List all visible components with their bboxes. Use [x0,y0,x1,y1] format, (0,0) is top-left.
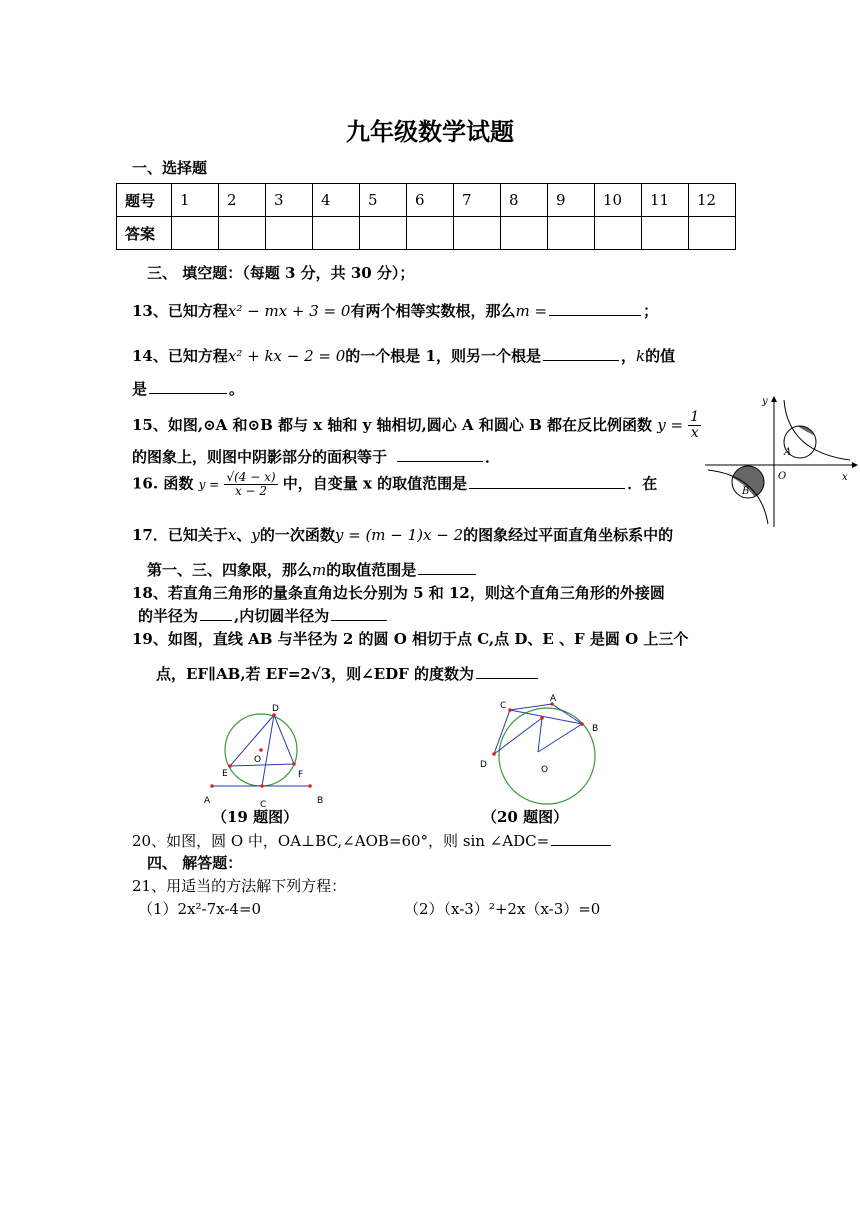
equation: x² + kx − 2 = 0 [227,347,346,365]
fraction: $\frac{√(4 - x)}{x - 2}$ [226,470,276,499]
answer-table [116,183,736,250]
question-21-part-1: （1）2x²-7x-4=0 [138,900,262,918]
answer-blank[interactable] [476,677,538,679]
answer-blank[interactable] [543,359,619,361]
label-d: D [272,704,279,714]
line-dc [262,715,274,786]
label-a: A [204,796,211,806]
question-19-line2: 点，EF∥AB,若 EF=2√3，则∠EDF 的度数为 [156,663,540,684]
label-y: y [762,396,768,407]
figure-20 [474,690,614,810]
figure-19 [198,700,348,812]
question-13: 13、已知方程x² − mx + 3 = 0有两个相等实数根，那么m = ； [132,302,659,320]
table-cell-number: 9 [548,184,595,217]
table-cell-number: 3 [266,184,313,217]
point-o [259,748,263,752]
label-x: x [842,472,848,483]
label-c: C [260,800,267,810]
question-15-line2: 的图象上，则图中阴影部分的面积等于 ． [132,448,501,466]
question-14: 14、已知方程x² + kx − 2 = 0的一个根是 1，则另一个根是 ，k的值 [132,347,676,365]
question-16: 16. 函数 y = $\frac{√(4 - x)}{x - 2}$ 中，自变量 x 的取值范围是 ．在 [132,470,658,499]
question-17-line2: 第一、三、四象限，那么m的取值范围是 [147,559,478,580]
point-e [228,764,232,768]
point-c [508,708,512,712]
question-21: 21、用适当的方法解下列方程： [132,877,347,895]
figure-15 [700,392,860,532]
answer-cell[interactable] [642,217,689,250]
label-o: O [541,765,549,775]
line-de [230,715,274,766]
table-cell-number: 11 [642,184,689,217]
label-o: O [778,471,787,482]
table-header-label: 题号 [117,184,172,217]
section-3-heading: 三、 填空题：（每题 3 分，共 30 分）； [147,264,415,282]
label-a: A [784,447,792,458]
table-row-numbers [117,184,736,217]
variable: k [635,347,646,365]
label-b: B [592,724,599,734]
label-d: D [480,760,487,770]
fraction: $\frac{1}{x}$ [690,409,700,442]
answer-blank[interactable] [549,314,641,316]
label-a: A [550,694,557,704]
hyperbola-branch-1 [784,400,850,460]
point-b [308,784,312,788]
line-d-mid [494,718,542,754]
table-cell-number: 12 [689,184,736,217]
answer-cell[interactable] [595,217,642,250]
label-o: O [254,755,262,765]
point-b [580,722,584,726]
answer-blank[interactable] [418,573,476,575]
x-axis-arrow-icon [852,462,858,468]
page-title: 九年级数学试题 [346,117,514,146]
answer-blank[interactable] [149,392,227,394]
point-c [260,784,264,788]
table-cell-number: 5 [360,184,407,217]
equation: y = (m − 1)x − 2 [334,526,464,544]
answer-cell[interactable] [219,217,266,250]
question-15: 15、如图,⊙A 和⊙B 都与 x 轴和 y 轴相切,圆心 A 和圆心 B 都在反比例函数 y = $\frac{1}{x}$ [132,409,700,442]
answer-cell[interactable] [501,217,548,250]
answer-cell[interactable] [172,217,219,250]
circle-o [499,708,595,804]
question-21-part-2: （2）（x-3）²+2x（x-3）=0 [404,900,601,918]
question-19: 19、如图，直线 AB 与半径为 2 的圆 O 相切于点 C,点 D、E 、F 是圆 O 上三个 [132,630,689,648]
question-20: 20、如图，圆 O 中，OA⊥BC,∠AOB=60°，则 sin ∠ADC= [132,830,613,851]
label-f: F [298,770,304,780]
figure-20-caption: （20 题图） [482,808,569,826]
answer-cell[interactable] [454,217,501,250]
line-ca [510,704,552,710]
line-oa [538,718,542,752]
answer-cell[interactable] [360,217,407,250]
answer-cell[interactable] [407,217,454,250]
table-cell-number: 7 [454,184,501,217]
table-cell-number: 4 [313,184,360,217]
answer-blank[interactable] [331,619,387,621]
point-f [292,762,296,766]
answer-cell[interactable] [313,217,360,250]
answer-blank[interactable] [200,619,232,621]
answer-cell[interactable] [266,217,313,250]
label-c: C [500,701,507,711]
equation: x² − mx + 3 = 0 [227,302,351,320]
line-ef [230,764,294,766]
label-b: B [317,796,324,806]
question-18: 18、若直角三角形的量条直角边长分别为 5 和 12，则这个直角三角形的外接圆 [132,584,665,602]
table-cell-number: 8 [501,184,548,217]
answer-cell[interactable] [548,217,595,250]
y-axis-arrow-icon [771,396,777,402]
table-cell-number: 10 [595,184,642,217]
question-14-line2: 是 。 [132,380,245,398]
point-mid [540,716,544,720]
table-cell-number: 6 [407,184,454,217]
table-cell-number: 2 [219,184,266,217]
line-ob [538,724,582,752]
section-1-heading: 一、选择题 [132,159,208,177]
figure-19-caption: （19 题图） [212,808,299,826]
point-a [210,784,214,788]
answer-blank[interactable] [469,487,625,489]
label-b: B [742,486,750,497]
answer-blank[interactable] [397,460,483,462]
table-cell-number: 1 [172,184,219,217]
variable: m = [515,302,548,320]
label-e: E [222,769,228,779]
point-d [492,752,496,756]
table-answer-label: 答案 [117,217,172,250]
answer-blank[interactable] [551,844,611,846]
section-4-heading: 四、 解答题： [147,854,243,872]
table-row-answers [117,217,736,250]
answer-cell[interactable] [689,217,736,250]
question-17: 17．已知关于x、y的一次函数y = (m − 1)x − 2的图象经过平面直角坐标系中的 [132,526,674,544]
question-18-line2: 的半径为 ,内切圆半径为 [138,605,389,626]
